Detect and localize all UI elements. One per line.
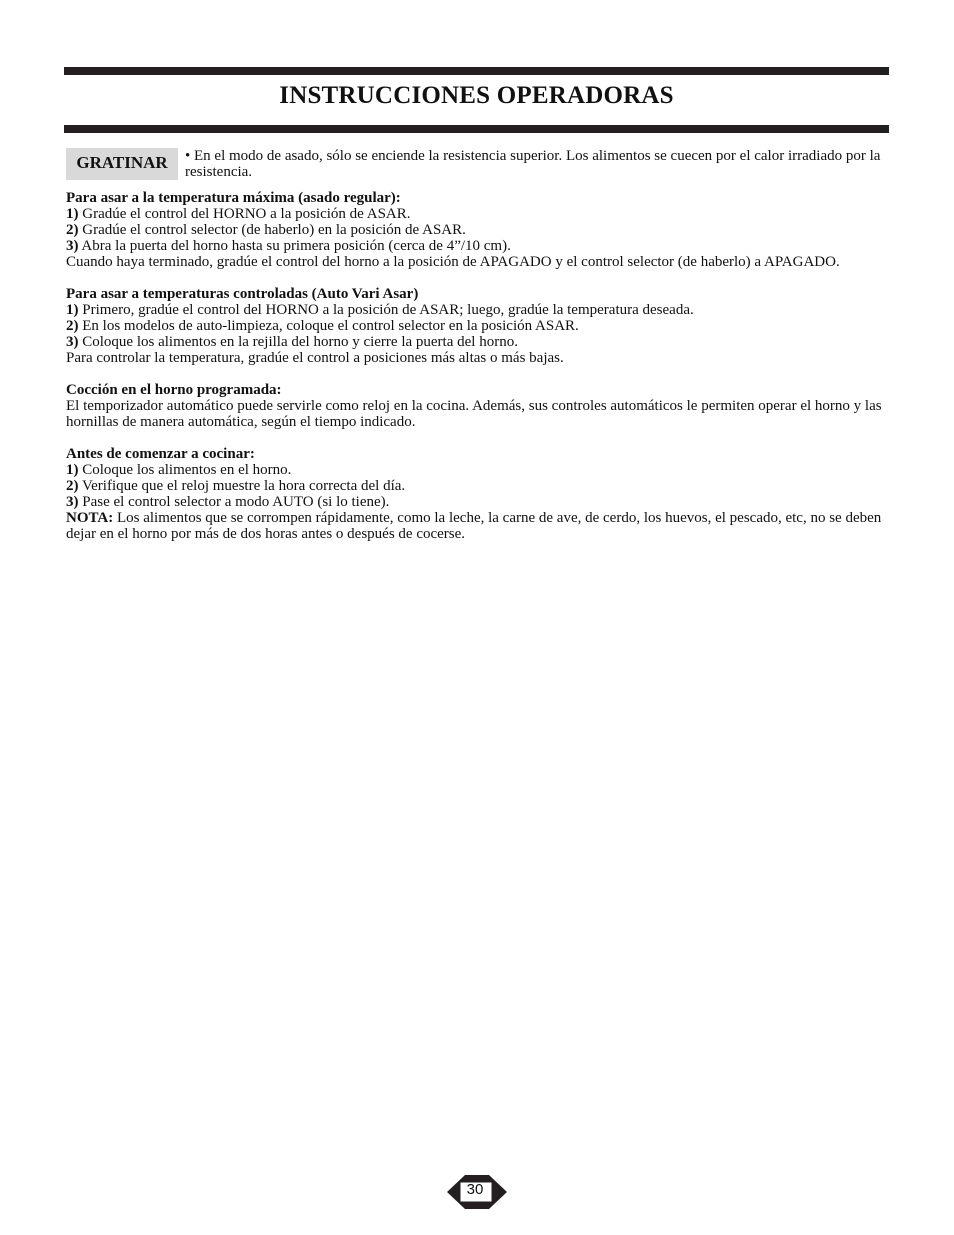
- block2-note: Para controlar la temperatura, gradúe el control a posiciones más altas o más bajas.: [66, 350, 564, 366]
- header-top-rule: [64, 67, 889, 75]
- intro-paragraph: • En el modo de asado, sólo se enciende la resistencia superior. Los alimentos se cuecen por el calor irradiado por la resistencia.: [185, 148, 881, 180]
- block3-heading: Cocción en el horno programada:: [66, 382, 282, 398]
- block2-step-1: 1) Primero, gradúe el control del HORNO a la posición de ASAR; luego, gradúe la temperatura deseada.: [66, 302, 694, 318]
- header-bottom-rule: [64, 125, 889, 133]
- block1-heading: Para asar a la temperatura máxima (asado regular):: [66, 190, 401, 206]
- block1-note: Cuando haya terminado, gradúe el control del horno a la posición de APAGADO y el control selector (de haberlo) a APAGADO.: [66, 254, 840, 270]
- block4-step-3: 3) Pase el control selector a modo AUTO (si lo tiene).: [66, 494, 390, 510]
- section-tag: GRATINAR: [66, 148, 178, 180]
- block2-heading: Para asar a temperaturas controladas (Auto Vari Asar): [66, 286, 419, 302]
- page-title: INSTRUCCIONES OPERADORAS: [279, 82, 674, 109]
- block4-step-2: 2) Verifique que el reloj muestre la hora correcta del día.: [66, 478, 406, 494]
- block1-step-3: 3) Abra la puerta del horno hasta su primera posición (cerca de 4”/10 cm).: [66, 238, 511, 254]
- block4-step-1: 1) Coloque los alimentos en el horno.: [66, 462, 292, 478]
- block4-note: NOTA: Los alimentos que se corrompen rápidamente, como la leche, la carne de ave, de cerdo, los huevos, el pescado, etc, no se deben dejar en el horno por más de dos horas antes o después de cocerse.: [66, 510, 882, 542]
- block2-step-2: 2) En los modelos de auto-limpieza, coloque el control selector en la posición ASAR.: [66, 318, 579, 334]
- block2-step-3: 3) Coloque los alimentos en la rejilla del horno y cierre la puerta del horno.: [66, 334, 518, 350]
- content-body: [66, 190, 888, 542]
- page-number: 30: [466, 1181, 484, 1198]
- block3-text: El temporizador automático puede servirle como reloj en la cocina. Además, sus controles automáticos le permiten operar el horno y las hornillas de manera automática, según el tiempo indicado.: [66, 398, 882, 430]
- block1-step-2: 2) Gradúe el control selector (de haberlo) en la posición de ASAR.: [66, 222, 466, 238]
- block1-step-1: 1) Gradúe el control del HORNO a la posición de ASAR.: [66, 206, 411, 222]
- block4-heading: Antes de comenzar a cocinar:: [66, 446, 255, 462]
